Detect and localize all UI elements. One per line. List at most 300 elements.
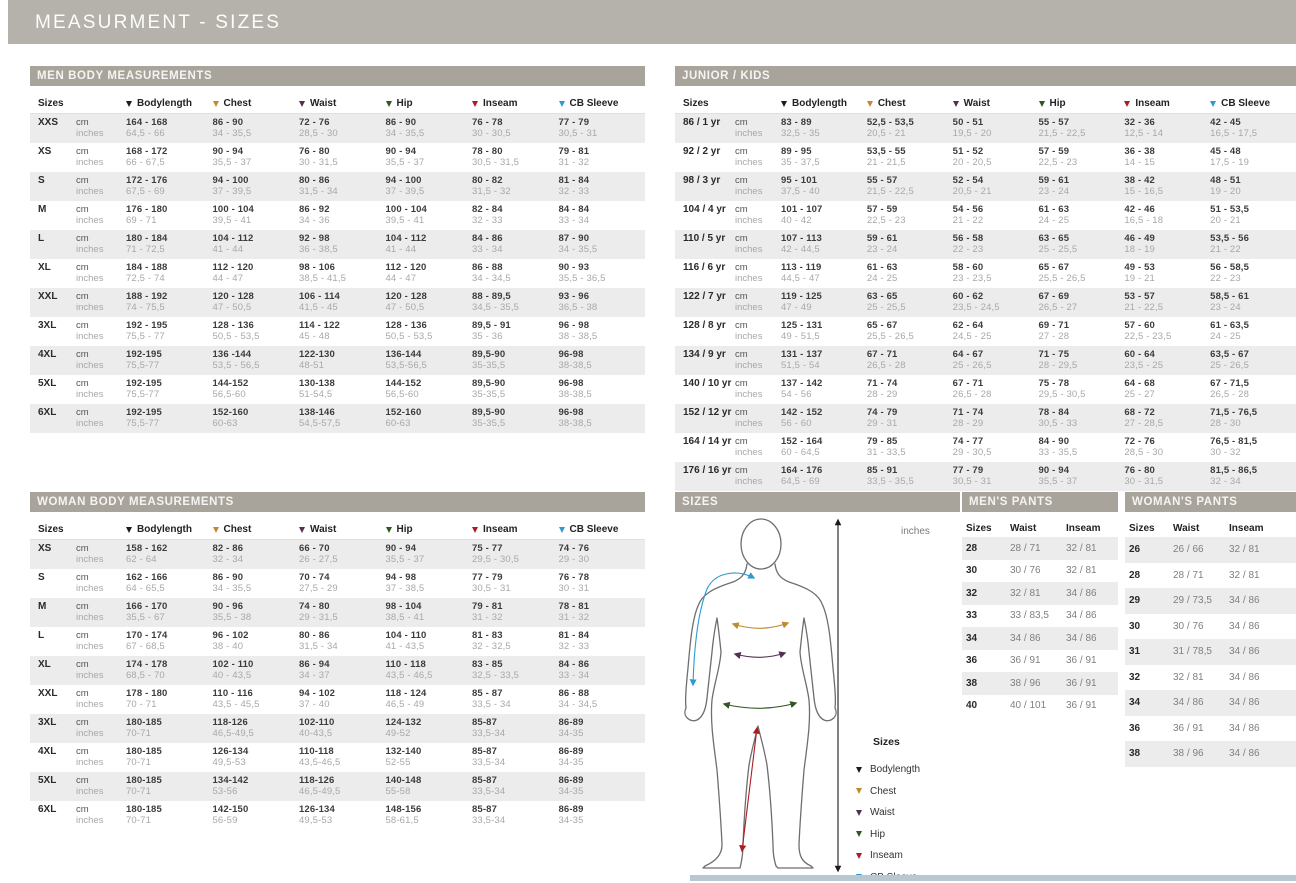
table-rows	[30, 114, 645, 433]
inches-value: 38,5 - 41	[385, 612, 425, 623]
pants-table-row	[1125, 588, 1296, 614]
measurement-cell	[1210, 233, 1296, 256]
inches-value: 40 - 43,5	[212, 670, 252, 681]
measurement-cell	[386, 378, 473, 401]
cm-value: 89,5-90	[472, 377, 506, 389]
measurement-cell	[1210, 378, 1296, 401]
measurement-cell	[781, 204, 867, 227]
measurement-cell	[472, 378, 559, 401]
cm-value: 128 - 136	[212, 319, 254, 331]
pants-waist-cell: 31 / 78,5	[1173, 646, 1212, 658]
pants-size-cell: 31	[1129, 646, 1141, 658]
cm-value: 128 - 136	[385, 319, 427, 331]
cm-value: 71 - 75	[1038, 348, 1070, 360]
cm-value: 79 - 81	[558, 145, 590, 157]
inches-value: 34 - 35,5	[385, 128, 425, 139]
table-row	[30, 288, 645, 317]
section-title: JUNIOR / KIDS	[682, 70, 771, 82]
pants-table-row	[1125, 741, 1296, 767]
pants-waist-cell: 29 / 73,5	[1173, 595, 1212, 607]
inches-value: 39,5 - 41	[385, 215, 425, 226]
section-header-men	[30, 66, 645, 86]
cm-value: 110-118	[299, 745, 334, 757]
measurement-cell	[472, 262, 559, 285]
cm-value: 70 - 74	[299, 571, 330, 583]
inches-value: 37 - 38,5	[385, 583, 425, 594]
measurement-cell	[386, 175, 473, 198]
inches-value: 33 - 34	[558, 670, 590, 681]
measurement-cell	[1210, 320, 1296, 343]
legend-item	[856, 845, 968, 867]
cm-value: 180-185	[126, 716, 162, 728]
inches-value: 44 - 47	[212, 273, 244, 284]
inches-unit-label: inches	[76, 418, 104, 429]
cm-value: 42 - 45	[1210, 116, 1241, 128]
measurement-cell	[299, 775, 386, 798]
measurement-cell	[953, 407, 1039, 430]
table-rows	[675, 114, 1296, 491]
pants-column-header: Waist	[1173, 523, 1200, 534]
pants-waist-cell: 33 / 83,5	[1010, 610, 1049, 622]
measurement-cell	[1039, 291, 1125, 314]
unit-cell	[76, 291, 126, 314]
cm-value: 53,5 - 56	[1210, 232, 1250, 244]
inches-value: 35 - 36	[472, 331, 503, 342]
measurement-cell	[386, 804, 473, 827]
measurement-cell	[781, 262, 867, 285]
measurement-cell	[126, 349, 213, 372]
pants-inseam-cell: 34 / 86	[1229, 620, 1260, 632]
inches-value: 25 - 26,5	[1210, 360, 1250, 371]
measurement-cell	[386, 775, 473, 798]
table-header	[30, 522, 645, 540]
inches-value: 30,5 - 31,5	[472, 157, 520, 168]
measurement-cell	[559, 630, 646, 653]
pants-waist-cell: 38 / 96	[1173, 748, 1204, 760]
inches-value: 26,5 - 28	[866, 360, 906, 371]
unit-cell	[735, 146, 781, 169]
triangle-marker-icon	[559, 101, 565, 107]
measurement-cell	[213, 349, 300, 372]
inches-value: 37,5 - 40	[781, 186, 820, 197]
cm-value: 98 - 104	[385, 600, 422, 612]
inches-value: 21 - 22	[1210, 244, 1241, 255]
inches-value: 71 - 72,5	[126, 244, 165, 255]
cm-value: 96-98	[558, 348, 584, 360]
cm-value: 90 - 94	[1038, 464, 1070, 476]
cm-value: 100 - 104	[385, 203, 427, 215]
cm-value: 74 - 76	[558, 542, 590, 554]
cm-value: 94 - 100	[212, 174, 249, 186]
inches-value: 29 - 31	[866, 418, 898, 429]
cm-value: 130-138	[299, 377, 335, 389]
inches-unit-label: inches	[76, 699, 104, 710]
measure-column-header	[867, 98, 953, 109]
cm-value: 110 - 116	[212, 687, 253, 699]
inches-value: 21 - 22	[952, 215, 984, 226]
measure-column-label: Bodylength	[792, 98, 847, 109]
measurement-cell	[781, 436, 867, 459]
unit-cell	[76, 117, 126, 140]
cm-unit-label: cm	[735, 261, 748, 273]
legend-item	[856, 759, 968, 781]
inches-unit-label: inches	[735, 476, 763, 487]
cm-value: 61 - 63	[866, 261, 898, 273]
measurement-cell	[472, 775, 559, 798]
measurement-cell	[781, 146, 867, 169]
size-cell: 98 / 3 yr	[683, 174, 721, 186]
cm-value: 64 - 67	[952, 348, 984, 360]
measurement-cell	[126, 233, 213, 256]
cm-value: 86-89	[558, 745, 584, 757]
pants-size-cell: 40	[966, 700, 978, 712]
measurement-cell	[299, 349, 386, 372]
measurement-cell	[386, 233, 473, 256]
measurement-cell	[213, 775, 300, 798]
measurement-cell	[299, 659, 386, 682]
inches-value: 19 - 21	[1124, 273, 1155, 284]
cm-value: 122-130	[299, 348, 335, 360]
measurement-cell	[472, 746, 559, 769]
measurement-cell	[472, 146, 559, 169]
pants-size-cell: 38	[1129, 748, 1141, 760]
cm-value: 162 - 166	[126, 571, 168, 583]
inches-value: 35-35,5	[472, 360, 506, 371]
measure-column-label: Inseam	[483, 524, 518, 535]
inches-value: 37 - 39,5	[212, 186, 252, 197]
inches-unit-label: inches	[76, 786, 104, 797]
cm-value: 114 - 122	[299, 319, 340, 331]
measurement-cell	[867, 465, 953, 488]
table-row	[30, 714, 645, 743]
inches-value: 23 - 24	[1210, 302, 1241, 313]
sizes-column-header: Sizes	[683, 98, 709, 109]
measurement-cell	[1039, 320, 1125, 343]
measurement-cell	[386, 407, 473, 430]
size-cell: M	[38, 600, 47, 612]
measurement-cell	[213, 543, 300, 566]
inches-value: 67 - 68,5	[126, 641, 165, 652]
inches-value: 16,5 - 18	[1124, 215, 1164, 226]
bodylength-legend-icon	[856, 767, 862, 773]
inches-value: 23 - 23,5	[952, 273, 992, 284]
cm-value: 71,5 - 76,5	[1210, 406, 1258, 418]
measurement-cell	[867, 175, 953, 198]
measure-column-label: Chest	[223, 524, 252, 535]
cm-value: 95 - 101	[781, 174, 818, 186]
cm-value: 144-152	[385, 377, 422, 389]
inches-value: 42 - 44,5	[781, 244, 820, 255]
cm-value: 137 - 142	[781, 377, 823, 389]
unit-cell	[735, 262, 781, 285]
measurement-cell	[299, 601, 386, 624]
unit-cell	[76, 572, 126, 595]
section-header-sizes	[675, 492, 960, 512]
cm-value: 94 - 102	[299, 687, 336, 699]
cm-unit-label: cm	[76, 745, 89, 757]
cm-value: 68 - 72	[1124, 406, 1155, 418]
cm-value: 86-89	[558, 774, 584, 786]
cm-value: 90 - 93	[558, 261, 590, 273]
inches-value: 24 - 25	[1038, 215, 1070, 226]
size-cell: S	[38, 571, 45, 583]
pants-table-row	[1125, 690, 1296, 716]
measurement-cell	[867, 117, 953, 140]
inches-value: 22 - 23	[1210, 273, 1241, 284]
unit-cell	[76, 804, 126, 827]
pants-column-header: Sizes	[1129, 523, 1155, 534]
inches-value: 70-71	[126, 728, 152, 739]
inches-value: 31 - 33,5	[866, 447, 906, 458]
measurement-cell	[1124, 233, 1210, 256]
pants-waist-cell: 36 / 91	[1010, 655, 1041, 667]
inches-value: 38-38,5	[558, 418, 592, 429]
measurement-cell	[386, 117, 473, 140]
cm-value: 56 - 58,5	[1210, 261, 1250, 273]
measurement-cell	[472, 204, 559, 227]
pants-column-header: Inseam	[1066, 523, 1101, 534]
inches-unit-label: inches	[76, 128, 104, 139]
inches-value: 32 - 32,5	[472, 641, 511, 652]
cm-value: 174 - 178	[126, 658, 168, 670]
inches-unit-label: inches	[76, 244, 104, 255]
inches-value: 48-51	[299, 360, 325, 371]
measurement-cell	[126, 320, 213, 343]
sizes-column-header: Sizes	[38, 524, 64, 535]
cm-unit-label: cm	[76, 377, 89, 389]
measurement-cell	[559, 746, 646, 769]
measurement-cell	[213, 117, 300, 140]
measurement-cell	[299, 320, 386, 343]
table-row	[30, 772, 645, 801]
cm-value: 110 - 118	[385, 658, 426, 670]
pants-size-cell: 36	[1129, 722, 1141, 734]
cm-value: 82 - 86	[212, 542, 244, 554]
cm-value: 131 - 137	[781, 348, 823, 360]
inches-value: 53-56	[212, 786, 238, 797]
cm-value: 83 - 85	[472, 658, 503, 670]
measurement-cell	[953, 233, 1039, 256]
unit-cell	[735, 204, 781, 227]
cm-value: 180-185	[126, 745, 162, 757]
measurement-cell	[472, 659, 559, 682]
inches-value: 27 - 28,5	[1124, 418, 1164, 429]
size-cell: 164 / 14 yr	[683, 435, 732, 447]
cm-value: 36 - 38	[1124, 145, 1155, 157]
inches-value: 40-43,5	[299, 728, 333, 739]
size-cell: XXS	[38, 116, 59, 128]
measurement-cell	[472, 543, 559, 566]
measurement-cell	[126, 204, 213, 227]
triangle-marker-icon	[781, 101, 787, 107]
inches-unit-label: inches	[76, 186, 104, 197]
cm-value: 120 - 128	[212, 290, 254, 302]
cm-value: 58,5 - 61	[1210, 290, 1250, 302]
measurement-cell	[559, 146, 646, 169]
table-row	[675, 462, 1296, 491]
table-row	[30, 201, 645, 230]
inches-unit-label: inches	[735, 244, 763, 255]
cm-value: 120 - 128	[385, 290, 427, 302]
unit-cell	[76, 320, 126, 343]
inches-value: 27,5 - 29	[299, 583, 338, 594]
measurement-cell	[386, 349, 473, 372]
inches-value: 12,5 - 14	[1124, 128, 1164, 139]
inches-value: 28 - 30	[1210, 418, 1241, 429]
measurement-cell	[126, 291, 213, 314]
inches-unit-label: inches	[735, 215, 763, 226]
measure-column-label: Hip	[396, 98, 413, 109]
pants-table-row	[1125, 716, 1296, 742]
cm-unit-label: cm	[76, 629, 89, 641]
bottom-accent-bar	[690, 875, 1296, 881]
table-row	[675, 114, 1296, 143]
inches-value: 56,5-60	[385, 389, 419, 400]
cm-unit-label: cm	[76, 542, 89, 554]
cm-unit-label: cm	[76, 406, 89, 418]
inches-value: 44,5 - 47	[781, 273, 820, 284]
inches-value: 29,5 - 30,5	[1038, 389, 1086, 400]
triangle-marker-icon	[472, 101, 478, 107]
unit-cell	[735, 117, 781, 140]
inches-unit-label: inches	[76, 389, 104, 400]
measurement-cell	[559, 601, 646, 624]
measure-column-header	[472, 524, 559, 535]
measurement-cell	[299, 688, 386, 711]
inches-value: 19 - 20	[1210, 186, 1241, 197]
cm-unit-label: cm	[76, 203, 89, 215]
measurement-cell	[213, 630, 300, 653]
cm-unit-label: cm	[76, 232, 89, 244]
size-cell: 6XL	[38, 803, 57, 815]
inches-value: 51-54,5	[299, 389, 333, 400]
inches-value: 34-35	[558, 815, 584, 826]
inches-value: 19,5 - 20	[952, 128, 992, 139]
inches-value: 20 - 21	[1210, 215, 1241, 226]
chest-legend-icon	[856, 788, 862, 794]
inches-value: 17,5 - 19	[1210, 157, 1250, 168]
inches-value: 45 - 48	[299, 331, 330, 342]
measure-column-header	[1210, 98, 1296, 109]
inches-unit-label: inches	[76, 302, 104, 313]
cm-value: 57 - 60	[1124, 319, 1155, 331]
pants-waist-cell: 32 / 81	[1173, 671, 1204, 683]
measure-column-label: Bodylength	[137, 98, 192, 109]
inches-value: 16,5 - 17,5	[1210, 128, 1258, 139]
cm-value: 67 - 71	[952, 377, 984, 389]
cm-unit-label: cm	[735, 174, 748, 186]
cm-value: 89,5-90	[472, 406, 506, 418]
cm-value: 78 - 84	[1038, 406, 1070, 418]
measurement-cell	[1124, 262, 1210, 285]
table-row	[675, 172, 1296, 201]
table-row	[30, 114, 645, 143]
cm-value: 86 - 90	[212, 116, 244, 128]
inches-value: 20,5 - 21	[952, 186, 992, 197]
inches-value: 22,5 - 23	[866, 215, 906, 226]
measure-column-header	[213, 98, 300, 109]
legend-items	[856, 759, 968, 883]
inches-value: 62 - 64	[126, 554, 157, 565]
measurement-cell	[559, 775, 646, 798]
measurement-cell	[1210, 349, 1296, 372]
cm-value: 56 - 58	[952, 232, 984, 244]
inches-value: 37 - 39,5	[385, 186, 425, 197]
measure-column-label: Inseam	[1135, 98, 1170, 109]
pants-inseam-cell: 34 / 86	[1229, 722, 1260, 734]
cm-value: 75 - 78	[1038, 377, 1070, 389]
section-title: WOMAN BODY MEASUREMENTS	[37, 496, 234, 508]
inches-unit-label: inches	[735, 157, 763, 168]
measurement-cell	[559, 175, 646, 198]
measurement-cell	[126, 407, 213, 430]
woman-body-measurements-table	[30, 492, 645, 830]
cm-value: 52,5 - 53,5	[866, 116, 914, 128]
inches-value: 35,5 - 37	[385, 554, 425, 565]
inches-value: 23,5 - 25	[1124, 360, 1164, 371]
unit-column-header	[735, 98, 781, 109]
inches-value: 26,5 - 28	[1210, 389, 1250, 400]
measurement-cell	[1210, 175, 1296, 198]
triangle-marker-icon	[126, 101, 132, 107]
cm-value: 164 - 176	[781, 464, 823, 476]
size-cell: 140 / 10 yr	[683, 377, 732, 389]
cm-value: 112 - 120	[385, 261, 427, 273]
size-cell: 3XL	[38, 716, 57, 728]
inches-value: 34 - 37	[299, 670, 330, 681]
measurement-cell	[953, 262, 1039, 285]
inches-unit-label: inches	[76, 331, 104, 342]
section-title: SIZES	[682, 496, 719, 508]
measurement-cell	[213, 717, 300, 740]
measure-column-header	[126, 98, 213, 109]
inches-value: 30 - 31	[558, 583, 590, 594]
cm-value: 65 - 67	[866, 319, 898, 331]
cm-unit-label: cm	[76, 319, 89, 331]
measure-column-label: Bodylength	[137, 524, 192, 535]
inches-value: 34 - 35,5	[212, 583, 252, 594]
cm-value: 58 - 60	[952, 261, 984, 273]
inches-value: 38 - 40	[212, 641, 244, 652]
inches-value: 21 - 22,5	[1124, 302, 1164, 313]
measure-column-header	[559, 524, 646, 535]
cm-value: 192-195	[126, 406, 162, 418]
unit-cell	[76, 601, 126, 624]
triangle-marker-icon	[299, 101, 305, 107]
measurement-cell	[213, 659, 300, 682]
sizes-diagram-section	[675, 492, 960, 512]
inches-value: 58-61,5	[385, 815, 419, 826]
cm-value: 79 - 85	[866, 435, 898, 447]
pants-waist-cell: 34 / 86	[1173, 697, 1204, 709]
cm-value: 89,5 - 91	[472, 319, 511, 331]
cm-value: 80 - 82	[472, 174, 503, 186]
measurement-cell	[126, 117, 213, 140]
cm-value: 107 - 113	[781, 232, 822, 244]
measurement-cell	[126, 688, 213, 711]
inches-value: 49,5-53	[299, 815, 333, 826]
unit-cell	[76, 630, 126, 653]
inches-unit-label: inches	[735, 128, 763, 139]
inches-value: 22 - 23	[952, 244, 984, 255]
cm-value: 59 - 61	[1038, 174, 1070, 186]
cm-value: 76,5 - 81,5	[1210, 435, 1258, 447]
measure-column-label: CB Sleeve	[1221, 98, 1271, 109]
cm-value: 98 - 106	[299, 261, 336, 273]
cm-value: 48 - 51	[1210, 174, 1241, 186]
table-row	[30, 143, 645, 172]
cm-unit-label: cm	[735, 435, 748, 447]
